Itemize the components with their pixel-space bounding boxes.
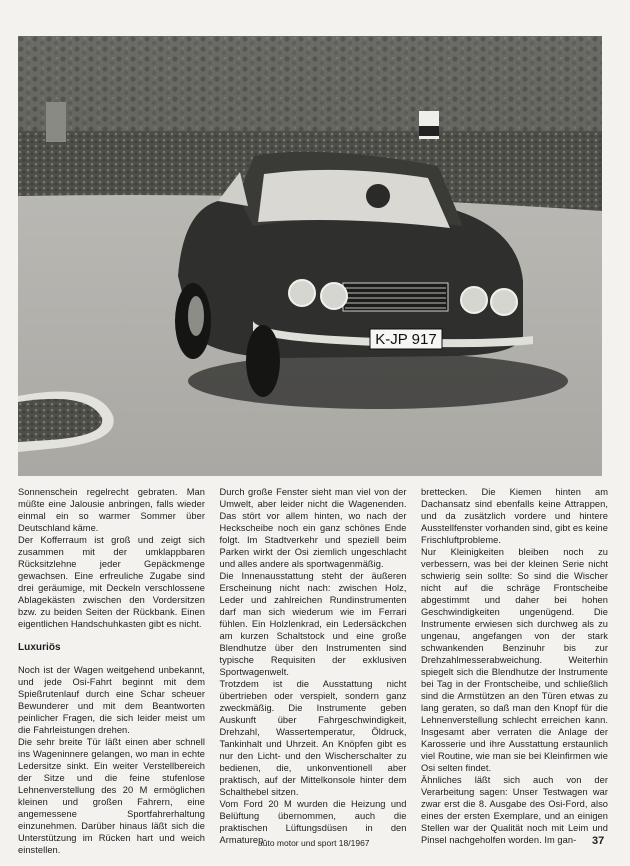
paragraph: Der Kofferraum ist groß und zeigt sich zusammen mit der umklappbaren Rücksitzlehne jeder Gepäckmenge gewachsen. Eine erfreuliche Zugabe sind drei geräumige, mit Deckeln verschlossene Ablagekästen zwischen den Vordersitzen bzw. zu beiden Seiten der Rückbank. Einen eigentlichen Handschuhkasten gibt es nicht. — [18, 535, 205, 629]
paragraph: Die Innenausstattung steht der äußeren Erscheinung nicht nach: zwischen Holz, Leder und zahlreichen Rundinstrumenten darf man sich wiederum wie im Ferrari fühlen. Ein Holzlenkrad, ein Ledersäckchen am kurzen Schaltstock und eine große Blendhutze über den Instrumenten sind typische Requisiten der exklusiven Sportwagenwelt. — [219, 571, 407, 677]
windshield — [258, 170, 450, 228]
column-1 — [18, 486, 205, 856]
paragraph: Vom Ford 20 M wurden die Heizung und Belüftung übernommen, auch die praktischen Lüftungsdüsen in den Armaturen- — [219, 799, 407, 845]
column-3 — [421, 486, 608, 856]
car-photo-illustration — [18, 36, 602, 476]
paragraph: brettecken. Die Kiemen hinten am Dachansatz sind ebenfalls keine Attrappen, und da zusätzlich vordere und hintere Ausstellfenster vorhanden sind, gibt es keine Frischluftprobleme. — [421, 487, 608, 545]
car-photo — [18, 36, 602, 476]
paragraph: Sonnenschein regelrecht gebraten. Man müßte eine Jalousie anbringen, falls wieder einmal ein so warmer Sommer über Deutschland käme. — [18, 487, 205, 533]
road-post — [46, 102, 66, 142]
paragraph: Die sehr breite Tür läßt einen aber schnell ins Wageninnere gelangen, wo man in echte Ledersitze sinkt. Ein weiter Verstellbereich der Sitze und die feine stufenlose Lehnenverstellung des 20 M ermöglichen kleinen und großen Fahrern, eine angemessene Sportfahrerhaltung einzunehmen. Darüber hinaus läßt sich die Unterstützung im Rücken hart und weich einstellen. — [18, 737, 205, 855]
paragraph: Durch große Fenster sieht man viel von der Umwelt, aber leider nicht die Wagenenden. Das stört vor allem hinten, wo nach der Heckscheibe noch ein ganz schönes Ende folgt. Im Stadtverkehr und speziell beim Parken wirkt der Osi ziemlich ungeschlacht und alles andere als sportwagenmäßig. — [219, 487, 407, 569]
section-heading: Luxuriös — [18, 642, 61, 653]
page-number: 37 — [592, 835, 605, 847]
column-2 — [220, 486, 407, 856]
article-body — [18, 486, 608, 856]
paragraph: Trotzdem ist die Ausstattung nicht übertrieben oder verspielt, sondern ganz zweckmäßig. Die Instrumente geben Auskunft über Fahrgeschwindigkeit, Drehzahl, Wassertemperatur, Öldruck, Tankinhalt und Uhrzeit. An Knöpfen gibt es nur den Licht- und den Wischerschalter zu bedienen, die, unkonventionell aber praktisch, auf der Mittelkonsole hinter dem Schalthebel sitzen. — [219, 679, 407, 797]
license-plate-text: K-JP 917 — [375, 331, 437, 348]
wheel-front — [246, 325, 280, 397]
publication-source: auto motor und sport 18/1967 — [258, 838, 370, 848]
paragraph: Nur Kleinigkeiten bleiben noch zu verbessern, was bei der kleinen Serie nicht schwierig sein sollte: So sind die Wischer nicht auf die schräge Frontscheibe abgestimmt und daher bei hohen Geschwindigkeiten ungenügend. Die Instrumente erwiesen sich durchweg als zu ungenau, angefangen von der stark schwankenden Benzinuhr bis zur Drehzahlmesserabweichung. Weiterhin spiegelt sich die Blendhutze der Instrumente bei Tag in der Frontscheibe, und schließlich sind die Armstützen an den Türen etwas zu lang geraten, so daß man den Knopf für die Lehnenverstellung schlecht erreichen kann. Insgesamt aber verraten die Anlage der Karosserie und ihre Ausstattung erstaunlich viel Routine, wie man sie bei Kleinfirmen wie Osi selten findet. — [421, 547, 608, 773]
paragraph: Noch ist der Wagen weitgehend unbekannt, und jede Osi-Fahrt beginnt mit dem Spießrutenlauf durch eine Schar scheuer Bewunderer und mit dem Beantworten peinlicher Fragen, die sich leider meist um die Fahrleistungen drehen. — [18, 665, 205, 735]
paragraph: Ähnliches läßt sich auch von der Verarbeitung sagen: Unser Testwagen war zwar erst die 8. Ausgabe des Osi-Ford, also eines der ersten Exemplare, und an einigen Stellen war der Qualität noch mit Leim und Pinsel nachgeholfen worden. Im gan- — [421, 775, 608, 845]
